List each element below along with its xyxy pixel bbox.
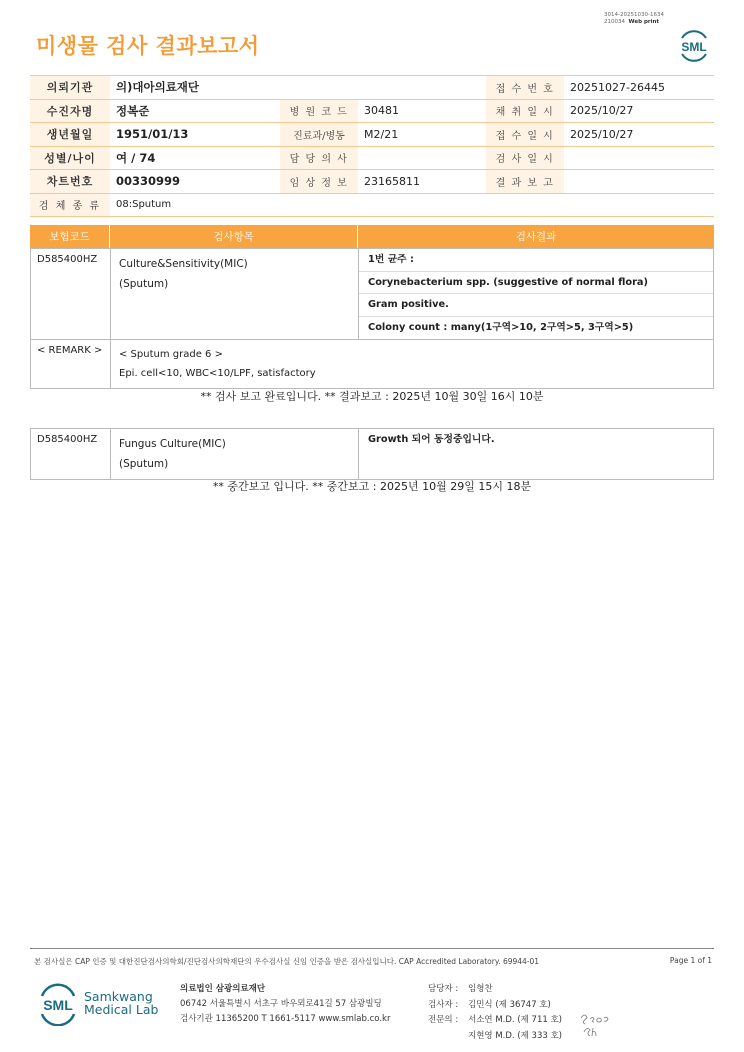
- result-line: 1번 균주 :: [359, 249, 713, 272]
- brand-line: Medical Lab: [84, 1002, 159, 1017]
- remark-content: [111, 340, 713, 388]
- patient-info-table: [30, 75, 714, 217]
- insurance-code: D585400HZ: [31, 249, 111, 339]
- specialist-value: 서소연 M.D. (제 711 호): [468, 1015, 563, 1025]
- web-print-label: Web print: [628, 19, 660, 25]
- results-header: [30, 225, 714, 248]
- remark-line: Epi. cell<10, WBC<10/LPF, satisfactory: [119, 368, 316, 379]
- result-line: Colony count : many(1구역>10, 2구역>5, 3구역>5): [368, 321, 634, 333]
- birth-label: 생년월일: [30, 123, 110, 147]
- print-code-line: 210034: [604, 19, 625, 25]
- patient-value: 정복준: [110, 99, 280, 123]
- table-row: [31, 429, 713, 479]
- report-label: 결 과 보 고: [486, 170, 564, 194]
- receipt-date-label: 접 수 일 시: [486, 123, 564, 147]
- test-date-label: 검 사 일 시: [486, 146, 564, 170]
- collect-date-value: 2025/10/27: [564, 99, 714, 123]
- test-item-name: Culture&Sensitivity(MIC): [119, 258, 248, 270]
- sml-logo-text: SML: [681, 40, 707, 54]
- signature-image: [578, 1010, 614, 1040]
- test-item-specimen: (Sputum): [119, 278, 169, 290]
- receipt-no-label: 접 수 번 호: [486, 76, 564, 100]
- footer-divider: [30, 948, 714, 949]
- brand-line: Samkwang: [84, 989, 153, 1004]
- staff-info: [428, 982, 562, 1044]
- doctor-value: [358, 146, 486, 170]
- footer-accreditation-note: 본 검사실은 CAP 인증 및 대한진단검사의학회/진단검사의학재단의 우수검사실 신임 인증을 받은 검사실입니다. CAP Accredited Laboratory. 69944-01: [34, 957, 540, 966]
- sex-age-label: 성별/나이: [30, 146, 110, 170]
- page-number: Page 1 of 1: [669, 956, 712, 965]
- insurance-code: D585400HZ: [31, 429, 111, 479]
- brand-name: [84, 990, 158, 1016]
- requester-value: 의)대아의료재단: [110, 76, 486, 100]
- test-item: [111, 249, 359, 339]
- receipt-no-value: 20251027-26445: [564, 76, 714, 100]
- test-result: [359, 249, 713, 339]
- chart-label: 차트번호: [30, 170, 110, 194]
- print-code: [604, 12, 664, 26]
- remark-row: [31, 339, 713, 388]
- remark-line: < Sputum grade 6 >: [119, 349, 223, 360]
- org-name: 의료법인 삼광의료재단: [180, 984, 266, 994]
- test-result: [359, 429, 713, 479]
- chart-value: 00330999: [110, 170, 280, 194]
- collect-date-label: 채 취 일 시: [486, 99, 564, 123]
- hospital-code-value: 30481: [358, 99, 486, 123]
- requester-label: 의뢰기관: [30, 76, 110, 100]
- test-item-name: Fungus Culture(MIC): [119, 438, 226, 450]
- result-line: Gram positive.: [359, 294, 713, 317]
- sml-logo-text: SML: [43, 997, 73, 1013]
- doctor-label: 담 당 의 사: [280, 146, 358, 170]
- dept-label: 진료과/병동: [280, 123, 358, 147]
- birth-value: 1951/01/13: [110, 123, 280, 147]
- clinical-label: 임 상 정 보: [280, 170, 358, 194]
- test-date-value: [564, 146, 714, 170]
- org-address: 06742 서울특별시 서초구 바우뫼로41길 57 삼광빌딩: [180, 999, 382, 1009]
- sml-logo: [674, 24, 714, 64]
- remark-label: < REMARK >: [31, 340, 111, 388]
- patient-label: 수진자명: [30, 99, 110, 123]
- specimen-label: 검 체 종 류: [30, 193, 110, 217]
- receipt-date-value: 2025/10/27: [564, 123, 714, 147]
- clinical-value: 23165811: [358, 170, 486, 194]
- header-code: 보험코드: [30, 225, 110, 248]
- manager-value: 임형찬: [468, 984, 493, 994]
- header-item: 검사항목: [110, 225, 358, 248]
- table-row: [31, 249, 713, 339]
- org-contact: 검사기관 11365200 T 1661-5117 www.smlab.co.kr: [180, 1014, 391, 1024]
- result-line: Growth 되어 동정중입니다.: [368, 434, 495, 445]
- report-status-interim: ** 중간보고 입니다. ** 중간보고 : 2025년 10월 29일 15시 18분: [212, 480, 532, 493]
- specialist-value: 지현영 M.D. (제 333 호): [468, 1030, 563, 1041]
- dept-value: M2/21: [358, 123, 486, 147]
- sex-age-value: 여 / 74: [110, 146, 280, 170]
- test-item: [111, 429, 359, 479]
- test-item-specimen: (Sputum): [119, 458, 169, 470]
- page-title: 미생물 검사 결과보고서: [36, 34, 260, 58]
- manager-label: 담당자 :: [428, 984, 459, 994]
- header-result: 검사결과: [515, 231, 557, 243]
- sml-footer-logo: [36, 982, 80, 1026]
- report-value: [564, 170, 714, 194]
- result-line: Corynebacterium spp. (suggestive of normal flora): [359, 272, 713, 295]
- specimen-value: 08:Sputum: [110, 193, 714, 217]
- tester-label: 검사자 :: [428, 999, 459, 1010]
- organization-info: [180, 982, 390, 1027]
- tester-value: 김민식 (제 36747 호): [468, 999, 551, 1010]
- report-status-final: ** 검사 보고 완료입니다. ** 결과보고 : 2025년 10월 30일 16시 10분: [200, 390, 544, 403]
- result-block-fungus: [30, 428, 714, 480]
- result-block-culture: [30, 248, 714, 389]
- hospital-code-label: 병 원 코 드: [280, 99, 358, 123]
- print-code-line: 3014-20251030-1634: [604, 12, 664, 18]
- specialist-label: 전문의 :: [428, 1015, 459, 1025]
